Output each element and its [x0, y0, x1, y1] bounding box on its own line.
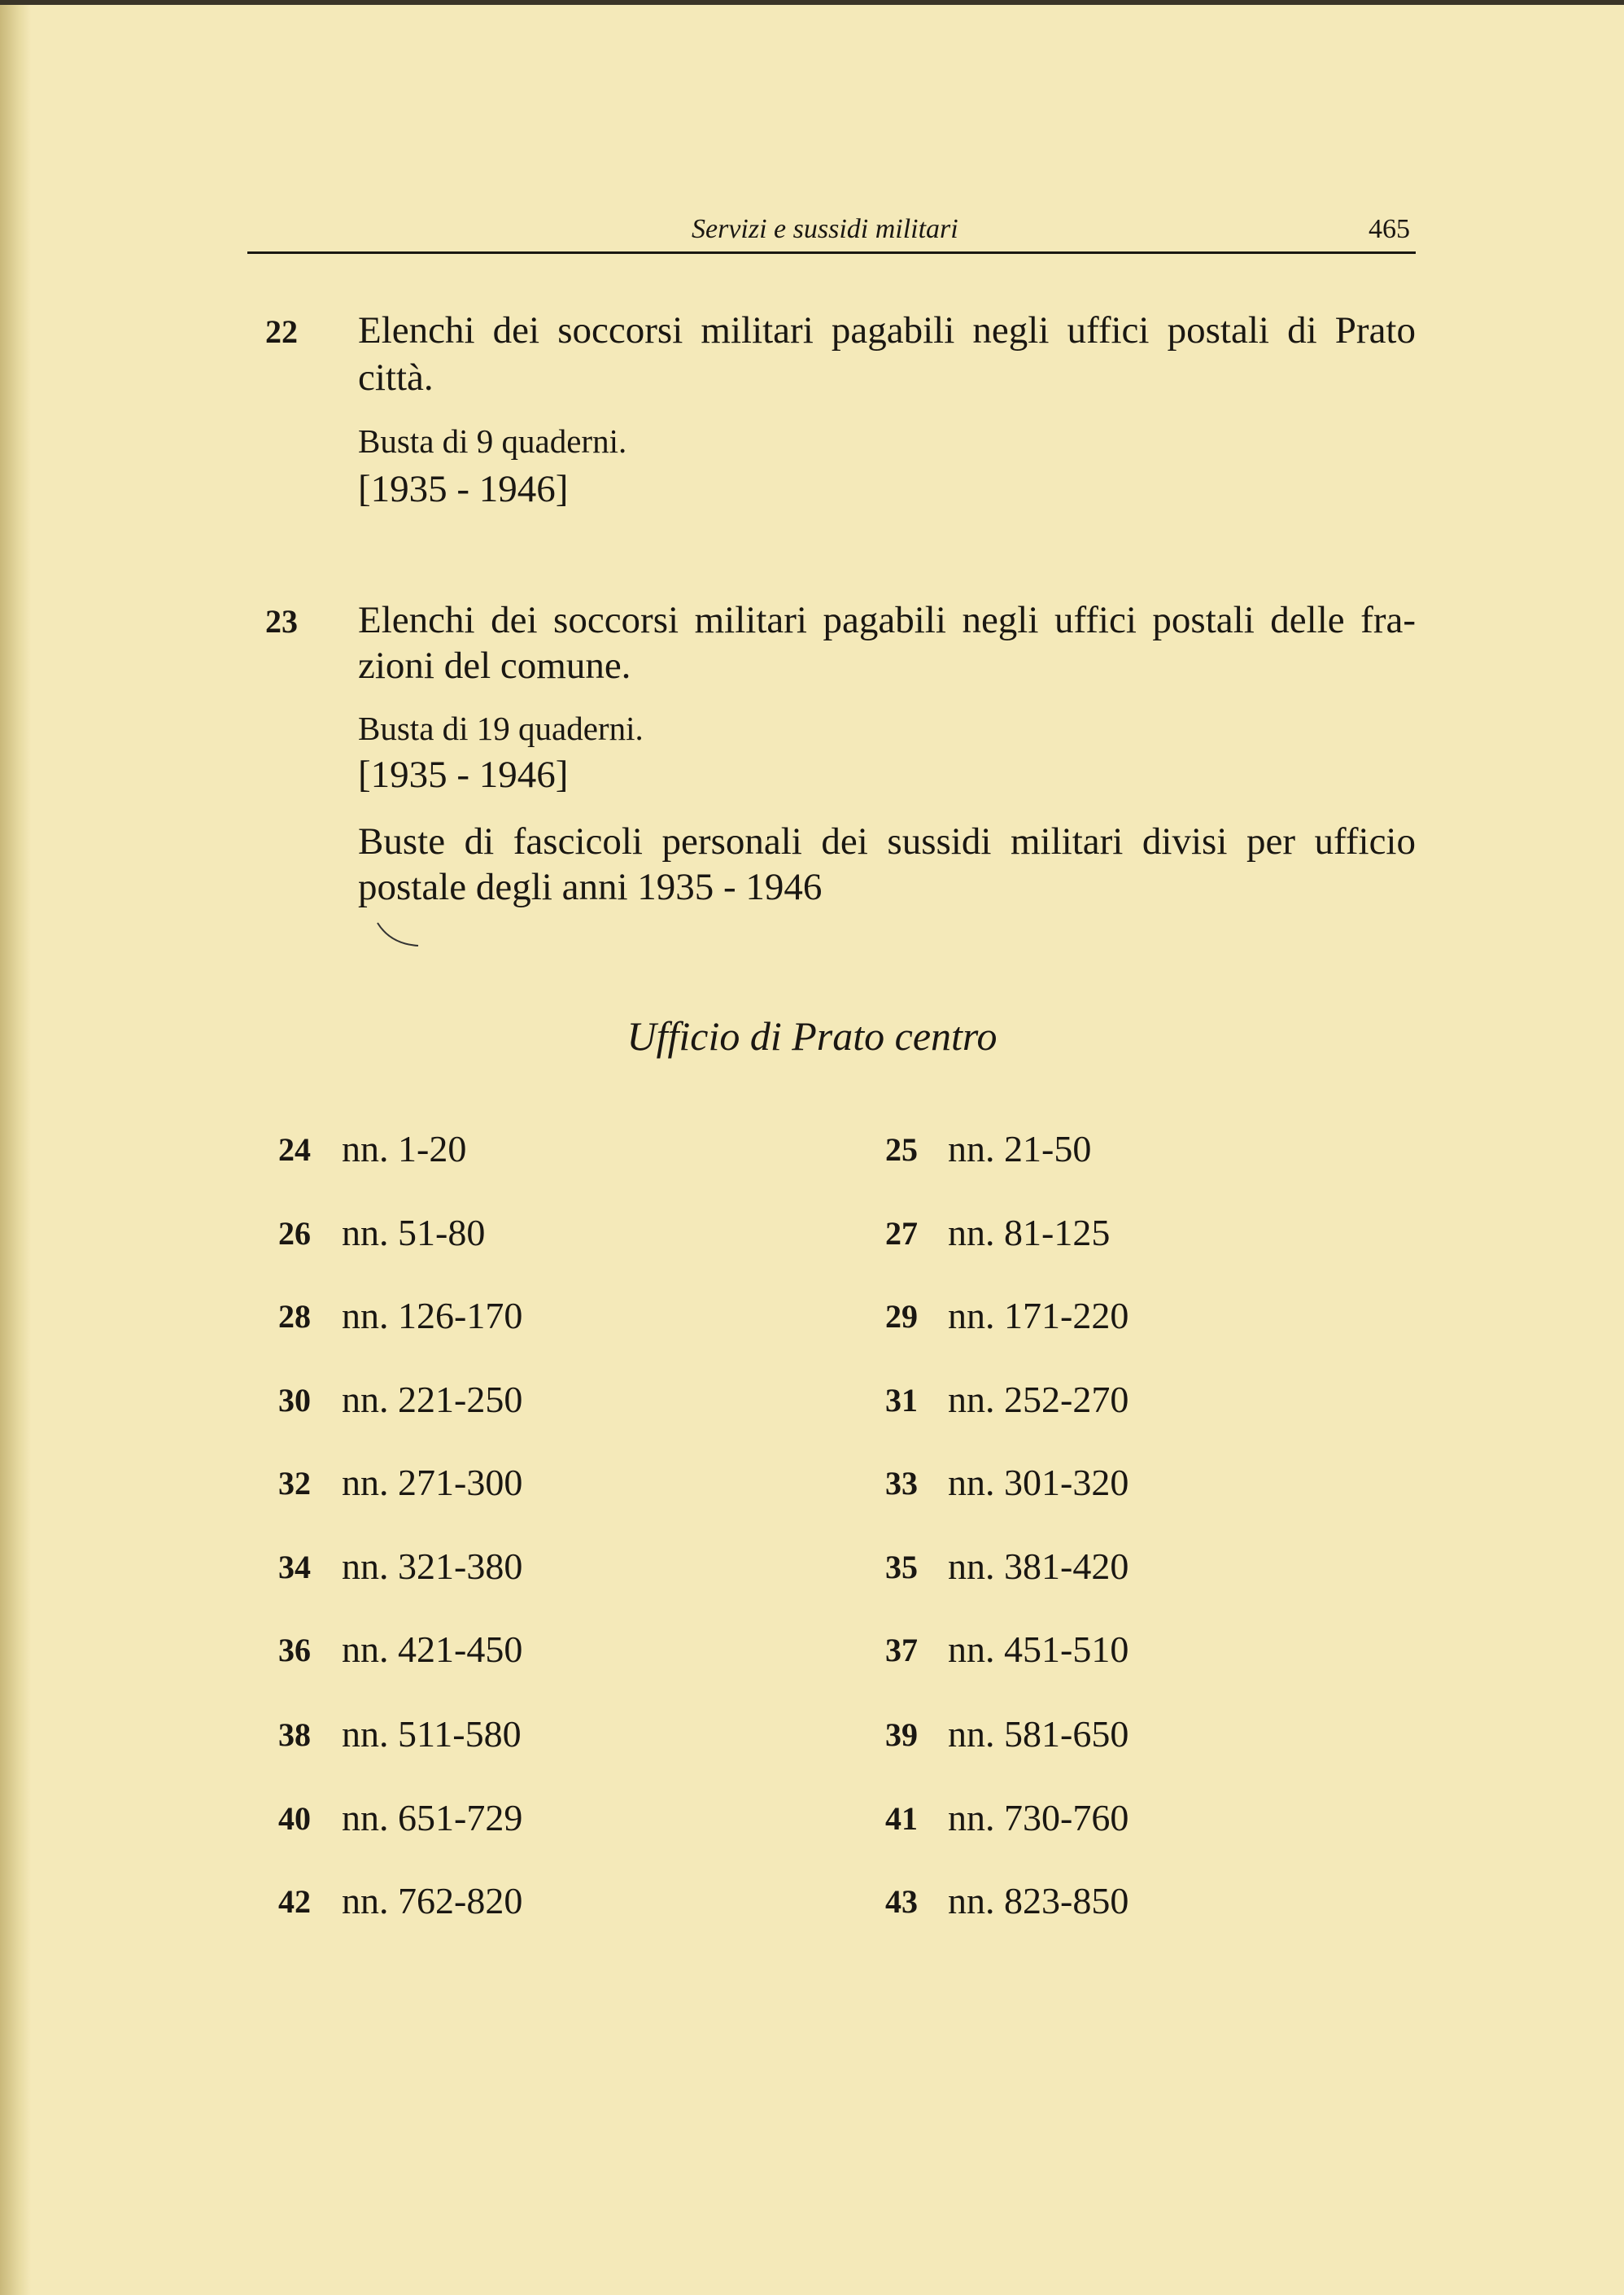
entry-dates: [1935 - 1946]: [358, 754, 569, 796]
note-line: Buste di fascicoli personali dei sussidi militari divisi per ufficio: [358, 820, 1416, 863]
entry-text-line: Elenchi dei soccorsi militari pagabili negli uffici postali delle fra-: [358, 599, 1416, 641]
item-number: 39: [885, 1716, 918, 1753]
item-number: 43: [885, 1883, 918, 1920]
item-range: nn. 271-300: [342, 1462, 523, 1503]
item-range: nn. 126-170: [342, 1295, 523, 1336]
item-range: nn. 81-125: [948, 1212, 1111, 1253]
page-top-edge: [0, 0, 1624, 5]
item-number: 27: [885, 1215, 918, 1252]
entry-description: Busta di 19 quaderni.: [358, 710, 644, 747]
item-range: nn. 1-20: [342, 1128, 467, 1169]
entry-text-line: Elenchi dei soccorsi militari pagabili negli uffici postali di Prato: [358, 309, 1416, 352]
header-rule: [247, 251, 1416, 254]
item-range: nn. 762-820: [342, 1880, 523, 1921]
entry-number: 22: [265, 313, 298, 350]
item-number: 38: [278, 1716, 311, 1753]
item-range: nn. 321-380: [342, 1545, 523, 1587]
item-range: nn. 451-510: [948, 1628, 1129, 1670]
item-number: 42: [278, 1883, 311, 1920]
item-number: 32: [278, 1465, 311, 1502]
item-range: nn. 171-220: [948, 1295, 1129, 1336]
item-number: 37: [885, 1632, 918, 1668]
item-range: nn. 21-50: [948, 1128, 1092, 1169]
item-number: 41: [885, 1800, 918, 1837]
item-number: 31: [885, 1382, 918, 1419]
item-number: 35: [885, 1549, 918, 1585]
entry-description: Busta di 9 quaderni.: [358, 422, 627, 460]
entry-text-line: zioni del comune.: [358, 645, 631, 687]
item-range: nn. 651-729: [342, 1797, 523, 1838]
entry-number: 23: [265, 603, 298, 640]
section-title: Ufficio di Prato centro: [626, 1013, 998, 1059]
item-number: 36: [278, 1632, 311, 1668]
note-line: postale degli anni 1935 - 1946: [358, 866, 823, 908]
item-range: nn. 823-850: [948, 1880, 1129, 1921]
item-range: nn. 51-80: [342, 1212, 486, 1253]
item-number: 33: [885, 1465, 918, 1502]
item-number: 34: [278, 1549, 311, 1585]
item-range: nn. 221-250: [342, 1379, 523, 1420]
page-edge: [0, 0, 31, 2295]
item-number: 26: [278, 1215, 311, 1252]
item-range: nn. 381-420: [948, 1545, 1129, 1587]
item-range: nn. 421-450: [342, 1628, 523, 1670]
entry-dates: [1935 - 1946]: [358, 468, 569, 510]
page-number: 465: [1369, 214, 1410, 244]
item-range: nn. 301-320: [948, 1462, 1129, 1503]
item-range: nn. 730-760: [948, 1797, 1129, 1838]
pencil-mark: [374, 920, 423, 952]
item-number: 25: [885, 1131, 918, 1168]
entry-text-line: città.: [358, 356, 434, 399]
item-number: 24: [278, 1131, 311, 1168]
item-number: 40: [278, 1800, 311, 1837]
item-range: nn. 581-650: [948, 1713, 1129, 1755]
item-number: 28: [278, 1298, 311, 1335]
item-range: nn. 511-580: [342, 1713, 522, 1755]
item-number: 30: [278, 1382, 311, 1419]
item-range: nn. 252-270: [948, 1379, 1129, 1420]
item-number: 29: [885, 1298, 918, 1335]
running-title: Servizi e sussidi militari: [692, 214, 958, 244]
